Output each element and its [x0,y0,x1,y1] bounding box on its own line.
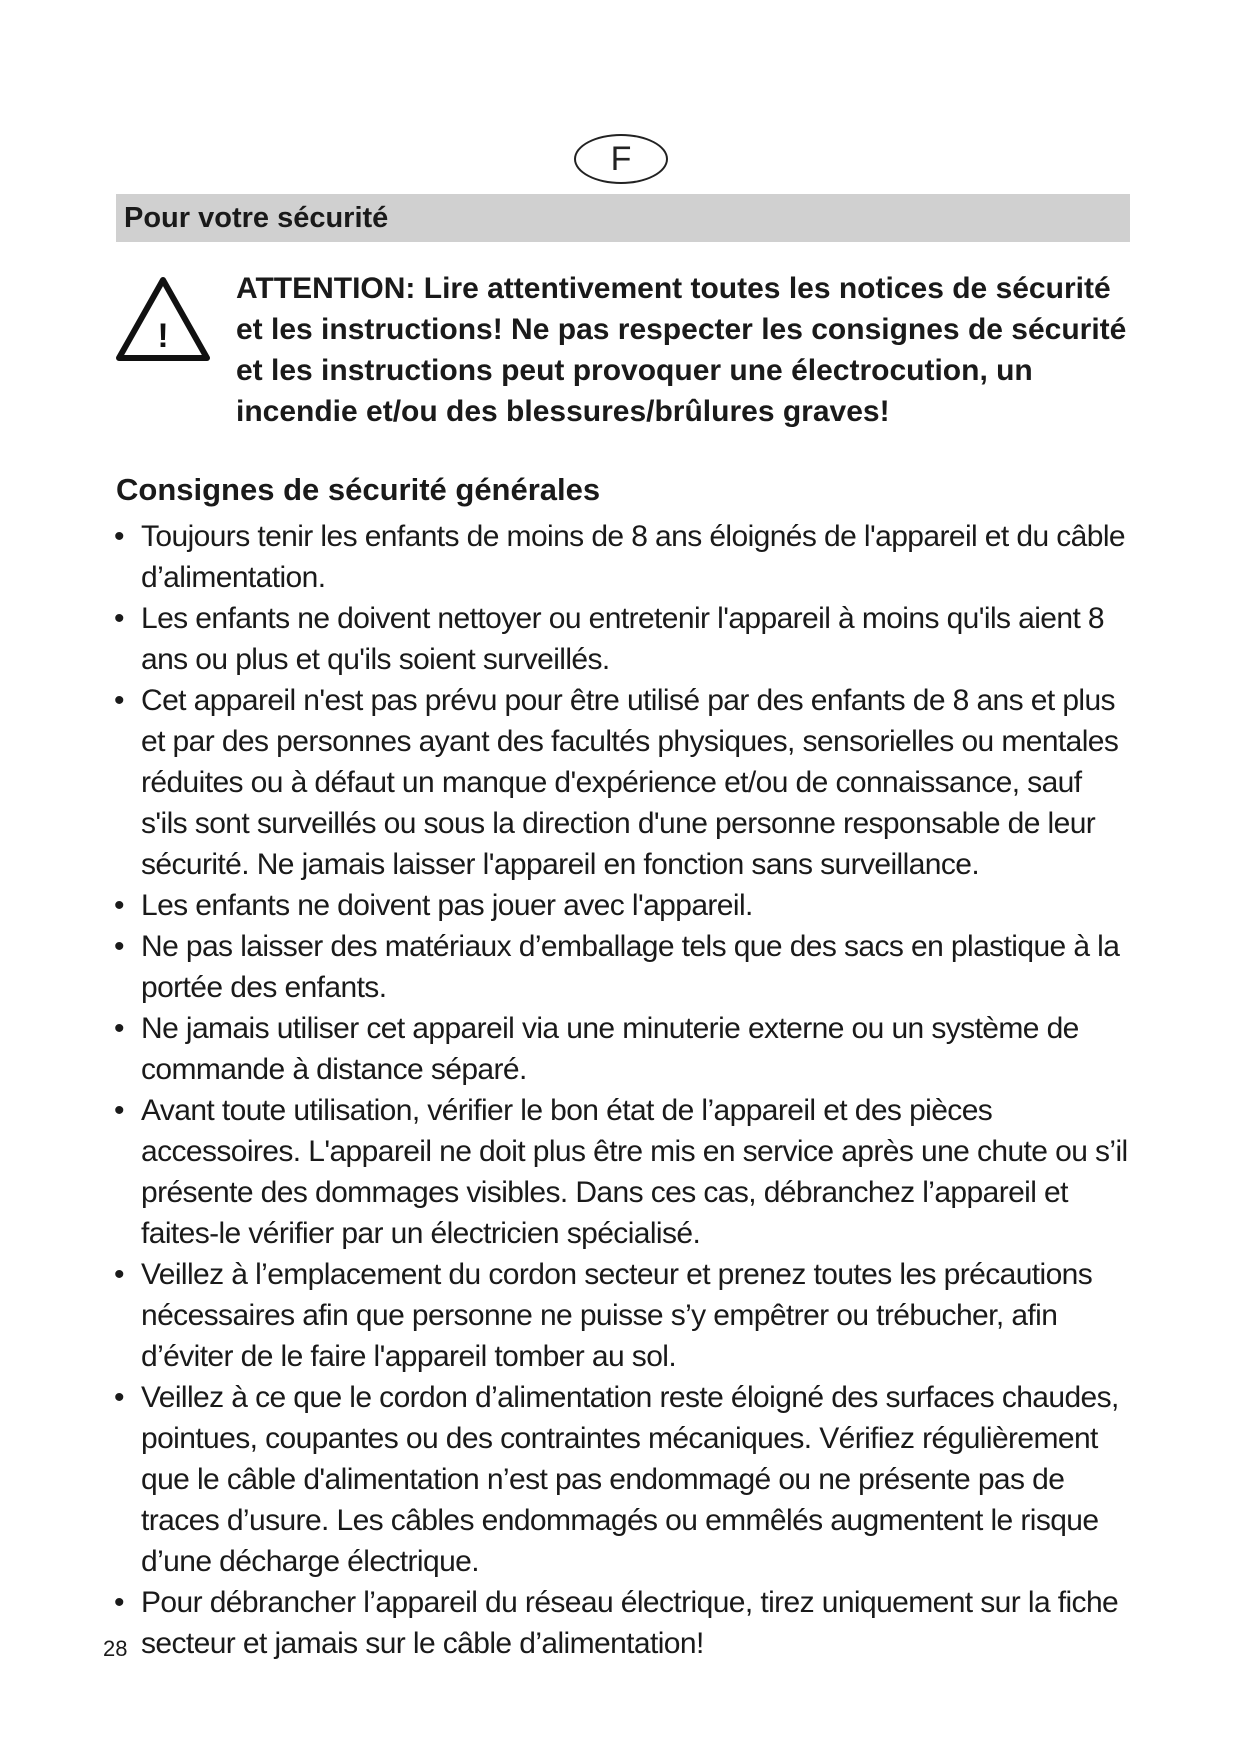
list-item-text: Ne pas laisser des matériaux d’emballage tels que des sacs en plastique à la portée des enfants. [141,930,1120,1004]
section-title: Pour votre sécurité [124,201,389,234]
bullet-icon: • [114,930,124,963]
bullet-icon: • [114,1012,124,1045]
section-title-bar [116,194,1130,242]
svg-text:!: ! [157,317,169,355]
page-number: 28 [103,1636,128,1661]
bullet-icon: • [114,602,124,635]
list-item-text: Avant toute utilisation, vérifier le bon état de l’appareil et des pièces accessoires. L'appareil ne doit plus être mis en service après une chute ou s’il présente des dommages visibles. Dans ces cas, débranchez l’appareil et faites-le vérifier par un électricien spécialisé. [141,1094,1128,1250]
list-item-text: Toujours tenir les enfants de moins de 8 ans éloignés de l'appareil et du câble d’alimentation. [141,520,1125,594]
list-item [114,1582,1134,1664]
list-item [114,1254,1134,1377]
list-item-text: Pour débrancher l’appareil du réseau électrique, tirez uniquement sur la fiche secteur et jamais sur le câble d’alimentation! [141,1586,1119,1660]
list-item [114,680,1134,885]
list-item-text: Veillez à ce que le cordon d’alimentation reste éloigné des surfaces chaudes, pointues, coupantes ou des contraintes mécaniques. Vérifiez régulièrement que le câble d'alimentation n’est pas endommagé ou ne présente pas de traces d’usure. Les câbles endommagés ou emmêlés augmentent le risque d’une décharge électrique. [141,1381,1119,1578]
list-item [114,1008,1134,1090]
list-item [114,1090,1134,1254]
bullet-icon: • [114,889,124,922]
list-item-text: Les enfants ne doivent nettoyer ou entretenir l'appareil à moins qu'ils aient 8 ans ou plus et qu'ils soient surveillés. [141,602,1105,676]
list-item [114,1377,1134,1582]
bullet-icon: • [114,1094,124,1127]
bullet-icon: • [114,1586,124,1619]
general-safety-heading: Consignes de sécurité générales [116,472,601,507]
warning-text: ATTENTION: Lire attentivement toutes les notices de sécurité et les instructions! Ne pas respecter les consignes de sécurité et les instructions peut provoquer une électrocution, un incendie et/ou des blessures/brûlures graves! [236,272,1127,428]
bullet-icon: • [114,1381,124,1414]
bullet-icon: • [114,684,124,717]
language-badge: F [574,134,668,184]
list-item-text: Veillez à l’emplacement du cordon secteur et prenez toutes les précautions nécessaires afin que personne ne puisse s’y empêtrer ou trébucher, afin d’éviter de le faire l'appareil tomber au sol. [141,1258,1093,1373]
list-item [114,516,1134,598]
list-item [114,885,1134,926]
list-item-text: Ne jamais utiliser cet appareil via une minuterie externe ou un système de commande à distance séparé. [141,1012,1079,1086]
list-item [114,926,1134,1008]
warning-triangle-icon [114,274,212,364]
safety-instructions-list [114,516,1134,1664]
bullet-icon: • [114,1258,124,1291]
list-item-text: Cet appareil n'est pas prévu pour être utilisé par des enfants de 8 ans et plus et par des personnes ayant des facultés physiques, sensorielles ou mentales réduites ou à défaut un manque d'expérience et/ou de connaissance, sauf s'ils sont surveillés ou sous la direction d'une personne responsable de leur sécurité. Ne jamais laisser l'appareil en fonction sans surveillance. [141,684,1119,881]
bullet-icon: • [114,520,124,553]
list-item-text: Les enfants ne doivent pas jouer avec l'appareil. [141,889,753,922]
list-item [114,598,1134,680]
